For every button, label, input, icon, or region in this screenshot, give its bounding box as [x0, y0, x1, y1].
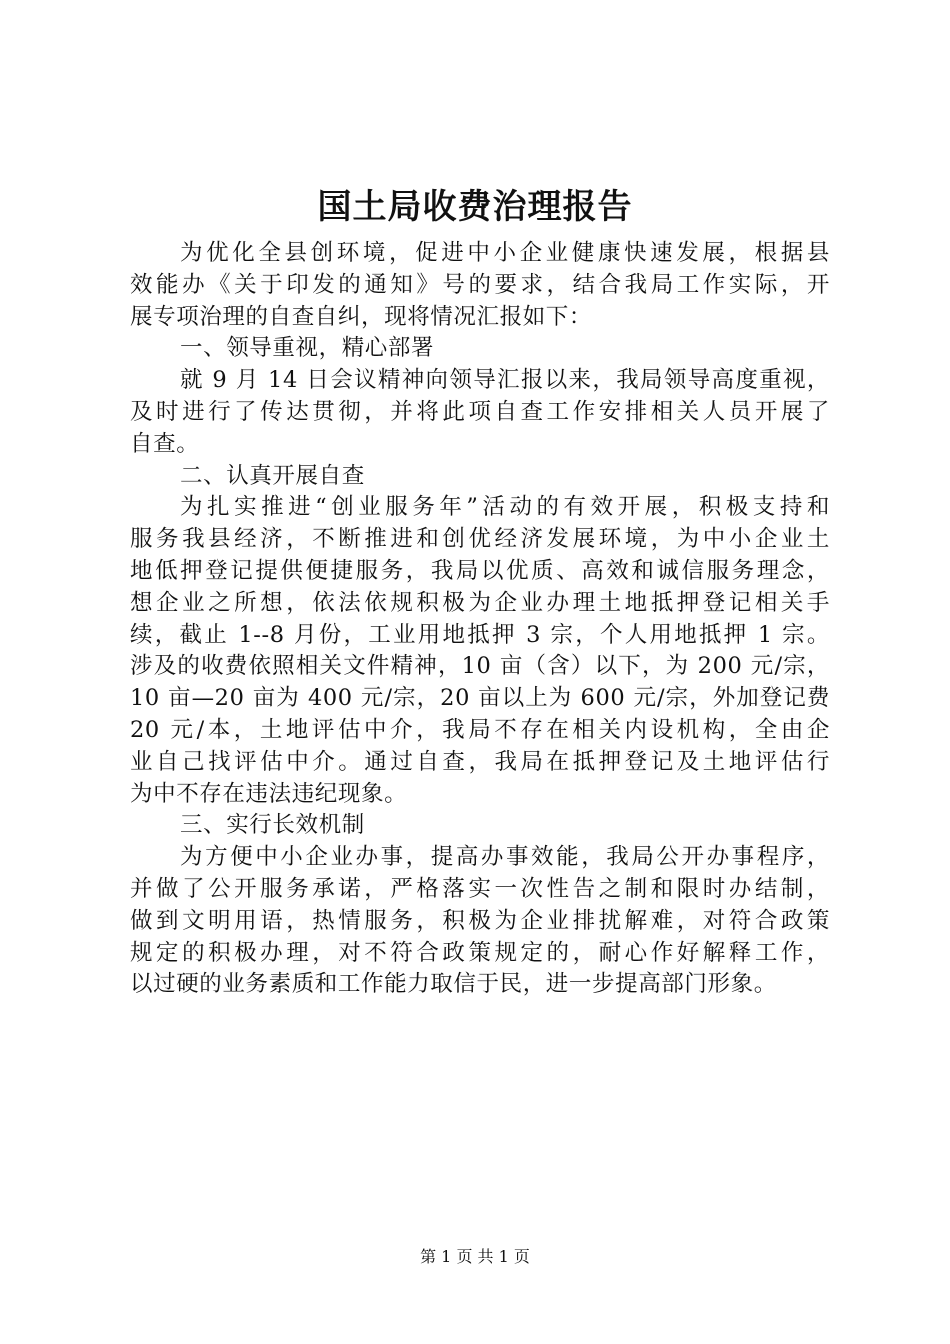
- document-body: [130, 238, 830, 1001]
- body-line: 就 9 月 14 日会议精神向领导汇报以来，我局领导高度重视，: [180, 367, 830, 394]
- body-line: 规定的积极办理，对不符合政策规定的，耐心作好解释工作，: [130, 939, 830, 966]
- body-line: 续，截止 1--8 月份，工业用地抵押 3 宗，个人用地抵押 1 宗。: [130, 621, 830, 648]
- body-line: 及时进行了传达贯彻，并将此项自查工作安排相关人员开展了: [130, 398, 830, 425]
- page-number-footer: 第 1 页 共 1 页: [420, 1247, 530, 1266]
- document-title: 国土局收费治理报告: [317, 187, 633, 227]
- body-line: 并做了公开服务承诺，严格落实一次性告之制和限时办结制，: [130, 875, 830, 902]
- section-heading: 三、实行长效机制: [180, 812, 365, 839]
- body-line: 20 元/本，土地评估中介，我局不存在相关内设机构，全由企: [130, 716, 830, 743]
- body-line: 为中不存在违法违纪现象。: [130, 780, 408, 807]
- body-line: 效能办《关于印发的通知》号的要求，结合我局工作实际，开: [130, 271, 830, 298]
- body-line: 想企业之所想，依法依规积极为企业办理土地抵押登记相关手: [130, 589, 830, 616]
- body-line: 业自己找评估中介。通过自查，我局在抵押登记及土地评估行: [130, 748, 830, 775]
- body-line: 涉及的收费依照相关文件精神，10 亩（含）以下，为 200 元/宗，: [130, 653, 830, 680]
- section-heading: 二、认真开展自查: [180, 462, 365, 489]
- body-line: 地低押登记提供便捷服务，我局以优质、高效和诚信服务理念，: [130, 557, 830, 584]
- body-line: 做到文明用语，热情服务，积极为企业排扰解难，对符合政策: [130, 907, 830, 934]
- section-heading: 一、领导重视，精心部署: [180, 335, 435, 362]
- body-line: 以过硬的业务素质和工作能力取信于民，进一步提高部门形象。: [130, 971, 777, 998]
- body-line: 服务我县经济，不断推进和创优经济发展环境，为中小企业土: [130, 526, 830, 553]
- body-line: 展专项治理的自查自纠，现将情况汇报如下：: [130, 303, 593, 330]
- body-line: 10 亩—20 亩为 400 元/宗，20 亩以上为 600 元/宗，外加登记费: [130, 685, 830, 712]
- body-line: 为扎实推进“创业服务年”活动的有效开展，积极支持和: [180, 494, 830, 521]
- body-line: 为方便中小企业办事，提高办事效能，我局公开办事程序，: [180, 844, 830, 871]
- body-line: 为优化全县创环境，促进中小企业健康快速发展，根据县: [180, 240, 830, 266]
- body-line: 自查。: [130, 430, 200, 457]
